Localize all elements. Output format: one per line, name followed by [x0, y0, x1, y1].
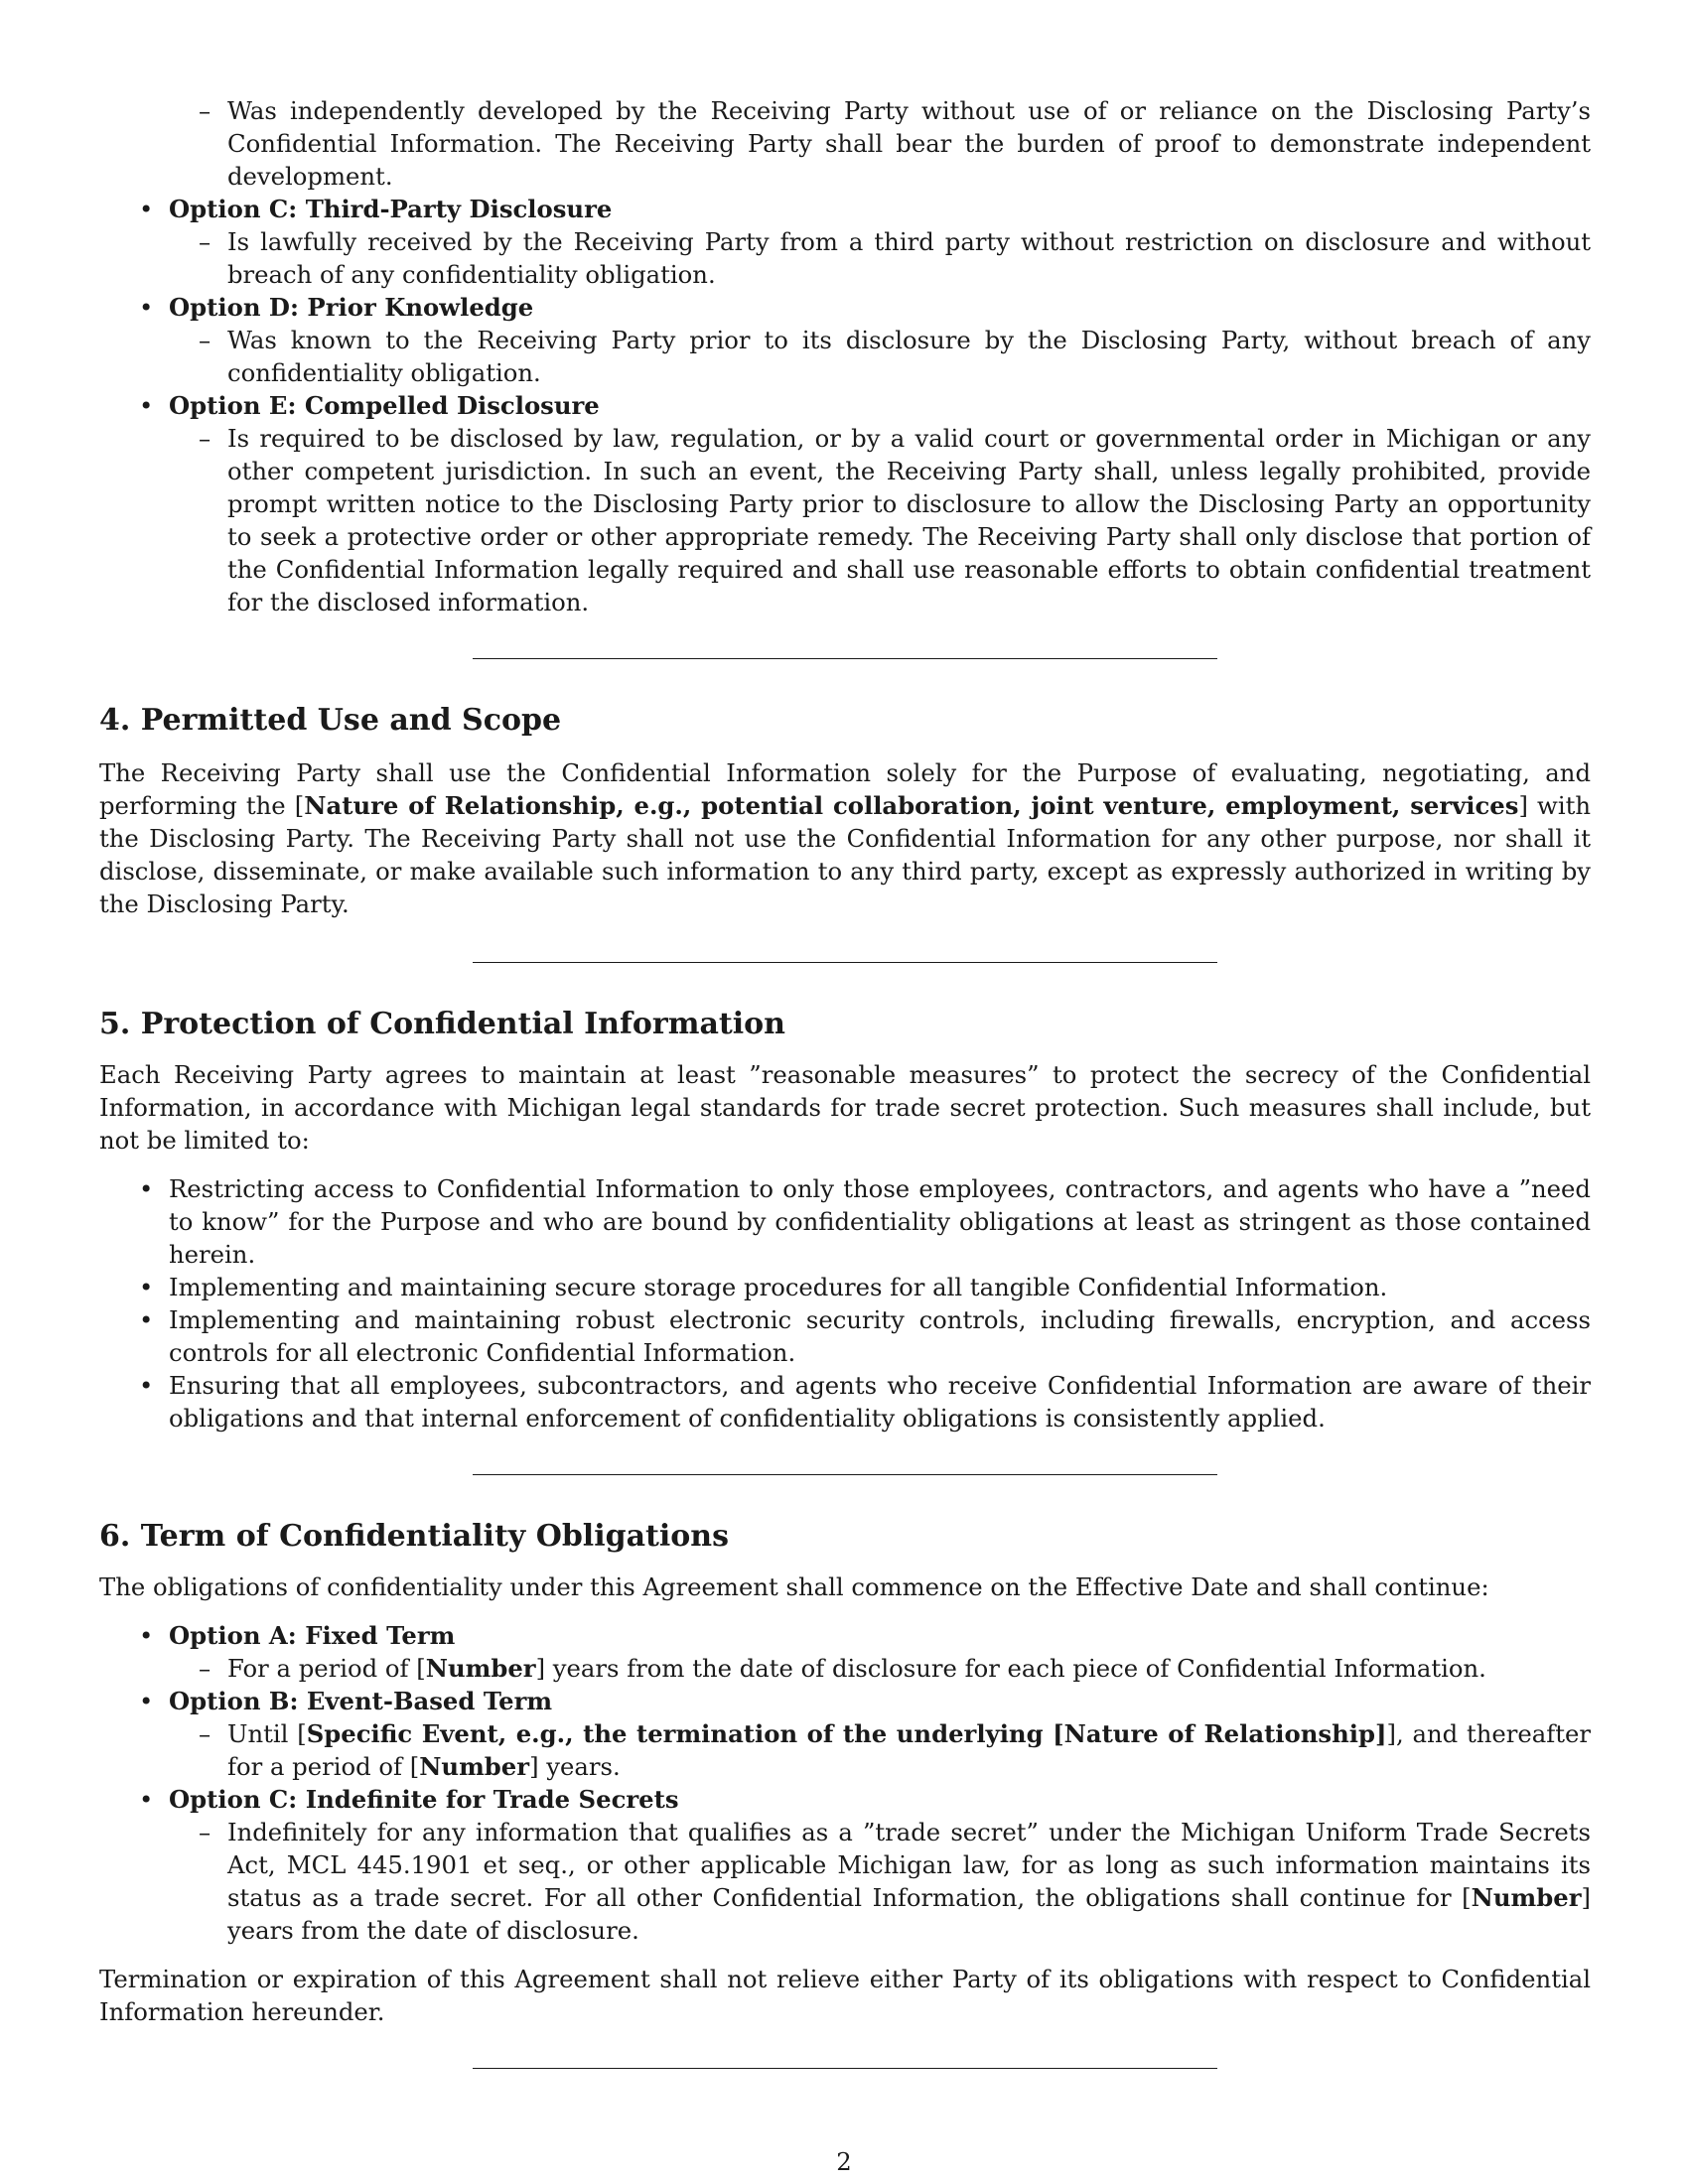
section-divider [473, 962, 1217, 963]
bullet-marker: • [139, 391, 154, 420]
list-item: • Restricting access to Confidential Information to only those employees, contractors, and agents who have a ”need to know” for the Purpose and who are bound by confidentiality obligations at least as stringent as those contained herein. [139, 1174, 1591, 1269]
list-item: • Ensuring that all employees, subcontractors, and agents who receive Confidential Information are aware of their obligations and that internal enforcement of confidentiality obligations is consistently applied. [139, 1371, 1591, 1433]
bullet-marker: • [139, 1371, 154, 1400]
dash-marker: – [199, 227, 211, 256]
document-page [99, 94, 1591, 2069]
option-e-item [99, 389, 1591, 422]
bullet-marker: • [139, 1305, 154, 1334]
option-d-item [99, 291, 1591, 324]
bullet-marker: • [139, 1785, 154, 1814]
option-c-item [99, 1783, 1591, 1816]
section-divider [473, 2068, 1217, 2069]
dash-marker: – [199, 1719, 211, 1748]
option-b-subitem: – Until [Specific Event, e.g., the termination of the underlying [Nature of Relationship]], and thereafter for a period of [Number] years. [199, 1719, 1591, 1781]
dash-marker: – [199, 1818, 211, 1846]
bullet-marker: • [139, 1687, 154, 1715]
option-b-label: Option B: Event-Based Term [169, 1687, 553, 1715]
option-c-subitem: – Is lawfully received by the Receiving Party from a third party without restriction on disclosure and without breach of any confidentiality obligation. [199, 227, 1591, 289]
option-e-label: Option E: Compelled Disclosure [169, 391, 600, 420]
option-c-item [99, 193, 1591, 225]
option-d-subitem: – Was known to the Receiving Party prior to its disclosure by the Disclosing Party, without breach of any confidentiality obligation. [199, 326, 1591, 387]
bullet-marker: • [139, 1621, 154, 1650]
option-c-label: Option C: Third-Party Disclosure [169, 195, 613, 223]
bullet-marker: • [139, 195, 154, 223]
section-6-heading: 6. Term of Confidentiality Obligations [99, 1519, 729, 1554]
section-4-paragraph: The Receiving Party shall use the Confidential Information solely for the Purpose of evaluating, negotiating, and performing the [Nature of Relationship, e.g., potential collaboration, joint venture, employment, services] with the Disclosing Party. The Receiving Party shall not use the Confidential Information for any other purpose, nor shall it disclose, disseminate, or make available such information to any third party, except as expressly authorized in writing by the Disclosing Party. [99, 758, 1591, 918]
section-5-heading: 5. Protection of Confidential Information [99, 1007, 785, 1041]
dash-marker: – [199, 424, 211, 453]
list-item: • Implementing and maintaining robust electronic security controls, including firewalls, encryption, and access controls for all electronic Confidential Information. [139, 1305, 1591, 1367]
dash-marker: – [199, 326, 211, 354]
option-d-label: Option D: Prior Knowledge [169, 293, 534, 322]
option-b-item [99, 1685, 1591, 1717]
protection-measures-list [99, 1172, 1591, 1434]
exclusions-list [99, 94, 1591, 618]
section-5-intro: Each Receiving Party agrees to maintain at least ”reasonable measures” to protect the secrecy of the Confidential Information, in accordance with Michigan legal standards for trade secret protection. Such measures shall include, but not be limited to: [99, 1060, 1591, 1155]
option-b-subitem: – Was independently developed by the Receiving Party without use of or reliance on the Disclosing Party’s Confidential Information. The Receiving Party shall bear the burden of proof to demonstrate independent development. [199, 96, 1591, 191]
bullet-marker: • [139, 1174, 154, 1203]
section-divider [473, 1474, 1217, 1475]
option-a-item [99, 1619, 1591, 1652]
section-6-closing: Termination or expiration of this Agreement shall not relieve either Party of its obligations with respect to Confidential Information hereunder. [99, 1965, 1591, 2026]
dash-marker: – [199, 96, 211, 125]
option-a-subitem: – For a period of [Number] years from the date of disclosure for each piece of Confidential Information. [199, 1654, 1486, 1683]
section-6-intro: The obligations of confidentiality under this Agreement shall commence on the Effective Date and shall continue: [99, 1572, 1489, 1601]
option-e-subitem: – Is required to be disclosed by law, regulation, or by a valid court or governmental order in Michigan or any other competent jurisdiction. In such an event, the Receiving Party shall, unless legally prohibited, provide prompt written notice to the Disclosing Party prior to disclosure to allow the Disclosing Party an opportunity to seek a protective order or other appropriate remedy. The Receiving Party shall only disclose that portion of the Confidential Information legally required and shall use reasonable efforts to obtain confidential treatment for the disclosed information. [199, 424, 1591, 616]
list-item: • Implementing and maintaining secure storage procedures for all tangible Confidential Information. [139, 1273, 1388, 1301]
page-number: 2 [836, 2147, 852, 2176]
term-options-list [99, 1619, 1591, 1947]
bullet-marker: • [139, 293, 154, 322]
dash-marker: – [199, 1654, 211, 1683]
section-divider [473, 658, 1217, 659]
section-4-heading: 4. Permitted Use and Scope [99, 703, 562, 738]
bullet-marker: • [139, 1273, 154, 1301]
option-a-label: Option A: Fixed Term [169, 1621, 456, 1650]
option-c-subitem: – Indefinitely for any information that qualifies as a ”trade secret” under the Michigan Uniform Trade Secrets Act, MCL 445.1901 et seq., or other applicable Michigan law, for as long as such information maintains its status as a trade secret. For all other Confidential Information, the obligations shall continue for [Number] years from the date of disclosure. [199, 1818, 1591, 1945]
option-c-label: Option C: Indefinite for Trade Secrets [169, 1785, 679, 1814]
